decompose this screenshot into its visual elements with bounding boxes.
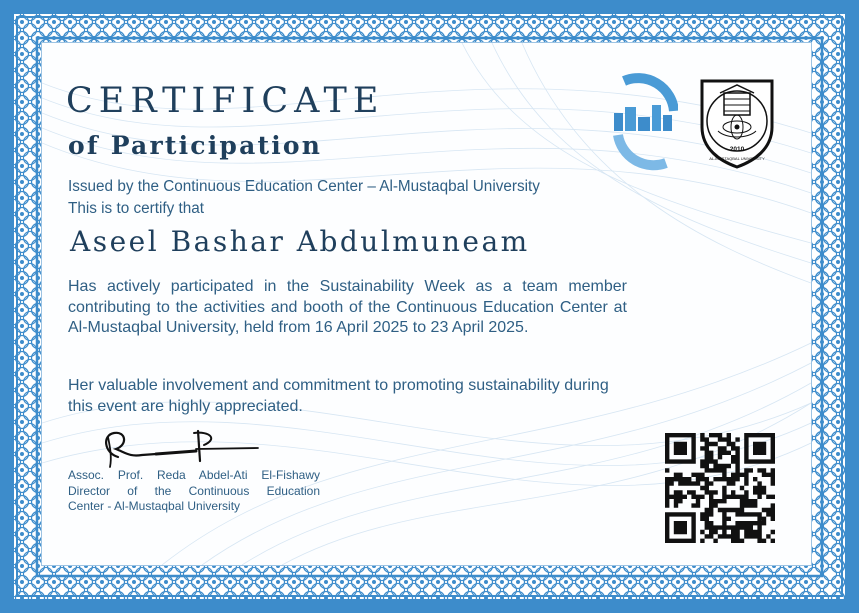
al-mustaqbal-university-seal-icon xyxy=(696,69,778,169)
appreciation-statement: Her valuable involvement and commitment to promoting sustainability during this event are highly appreciated. xyxy=(68,377,609,415)
signer-title: Director of the Continuous Education xyxy=(68,483,320,498)
certificate-subtitle: of Participation xyxy=(68,131,323,160)
certificate-content-area xyxy=(41,42,812,566)
qr-code-modules xyxy=(665,433,775,543)
recipient-name: Aseel Bashar Abdulmuneam xyxy=(70,225,530,258)
verification-qr-code xyxy=(665,433,775,543)
signer-institution: Center - Al-Mustaqbal University xyxy=(68,499,241,513)
seal-year: 2010 xyxy=(729,146,745,153)
seal-university-name: AL-MUSTAQBAL UNIVERSITY xyxy=(709,156,765,161)
signature-icon xyxy=(96,427,266,469)
certify-line: This is to certify that xyxy=(68,200,205,217)
signer-block xyxy=(68,468,320,515)
continuing-education-center-logo-icon xyxy=(610,71,678,171)
signer-name: Assoc. Prof. Reda Abdel-Ati El-Fishawy xyxy=(68,468,320,482)
certificate-title: CERTIFICATE xyxy=(66,81,385,121)
participation-description: Has actively participated in the Sustainability Week as a team member contributing to the activities and booth of the Continuous Education Center at Al-Mustaqbal University, held from 16 April 2025 to 23 April 2025. xyxy=(68,278,627,336)
issuer-line: Issued by the Continuous Education Center – Al-Mustaqbal University xyxy=(68,178,540,195)
